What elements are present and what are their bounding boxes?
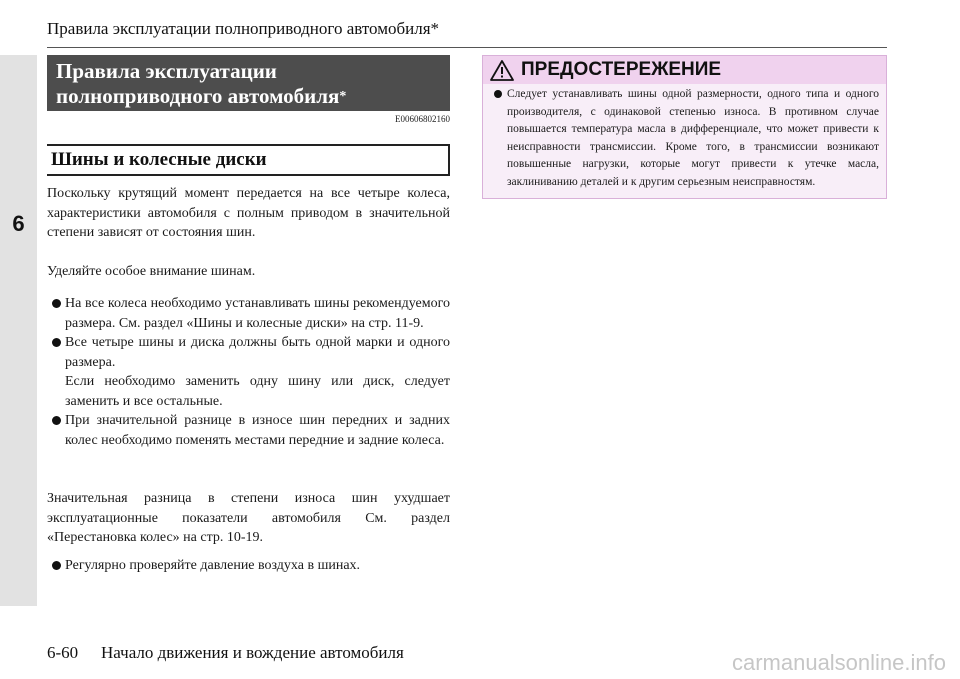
warning-header bbox=[483, 56, 886, 84]
list-item-text: На все колеса необходимо устанавливать шины рекомендуемого размера. См. раздел «Шины и колесные диски» на стр. 11-9. bbox=[65, 296, 450, 331]
list-item-text: Регулярно проверяйте давление воздуха в шинах. bbox=[65, 558, 361, 573]
page-number: 6-60 bbox=[47, 643, 79, 662]
warning-title: ПРЕДОСТЕРЕЖЕНИЕ bbox=[521, 59, 722, 80]
header-rule bbox=[47, 47, 887, 48]
section-title-box bbox=[47, 55, 450, 111]
bullet-icon bbox=[52, 416, 61, 425]
section-code: E00606802160 bbox=[395, 114, 450, 124]
wear-note-paragraph: Значительная разница в степени износа шин ухудшает эксплуатационные показатели автомобиля См. раздел «Перестановка колес» на стр. 10-19. bbox=[47, 491, 450, 545]
list-item-continuation: Если необходимо заменить одну шину или диск, следует заменить и все остальные. bbox=[65, 374, 450, 409]
list-item bbox=[47, 333, 450, 411]
bullet-icon bbox=[52, 561, 61, 570]
bullet-icon bbox=[494, 90, 502, 98]
section-title-mark: * bbox=[339, 89, 347, 104]
bullet-icon bbox=[52, 338, 61, 347]
chapter-number: 6 bbox=[12, 211, 25, 236]
running-header: Правила эксплуатации полноприводного автомобиля* bbox=[47, 19, 440, 38]
section-title: Правила эксплуатации полноприводного автомобиля bbox=[56, 59, 340, 108]
tire-rules-list bbox=[47, 294, 450, 450]
bullet-icon bbox=[52, 299, 61, 308]
footer-chapter-title: Начало движения и вождение автомобиля bbox=[101, 643, 404, 662]
subsection-title: Шины и колесные диски bbox=[47, 144, 450, 176]
watermark: carmanualsonline.info bbox=[731, 650, 946, 675]
list-item-text: При значительной разнице в износе шин передних и задних колес необходимо поменять местами передние и задние колеса. bbox=[65, 413, 450, 448]
attention-paragraph: Уделяйте особое внимание шинам. bbox=[47, 264, 256, 279]
warning-text: Следует устанавливать шины одной размерности, одного типа и одного производителя, с одинаковой степенью износа. В противном случае повышается температура масла в дифференциале, что может привести к неисправности трансмиссии. Кроме того, в трансмиссии возникают повышенные нагрузки, которые могут привести к утечке масла, заклиниванию деталей и к другим серьезным неисправностям. bbox=[507, 88, 879, 188]
intro-paragraph: Поскольку крутящий момент передается на все четыре колеса, характеристики автомобиля с полным приводом в значительной степени зависят от состояния шин. bbox=[47, 186, 450, 240]
pressure-list bbox=[47, 556, 450, 576]
chapter-side-tab bbox=[0, 55, 37, 606]
warning-box bbox=[482, 55, 887, 199]
list-item-text: Все четыре шины и диска должны быть одной марки и одного размера. bbox=[65, 335, 450, 370]
list-item bbox=[47, 294, 450, 333]
list-item bbox=[47, 556, 450, 576]
warning-list bbox=[491, 86, 879, 192]
list-item bbox=[491, 86, 879, 192]
list-item bbox=[47, 411, 450, 450]
warning-triangle-icon bbox=[490, 59, 514, 81]
